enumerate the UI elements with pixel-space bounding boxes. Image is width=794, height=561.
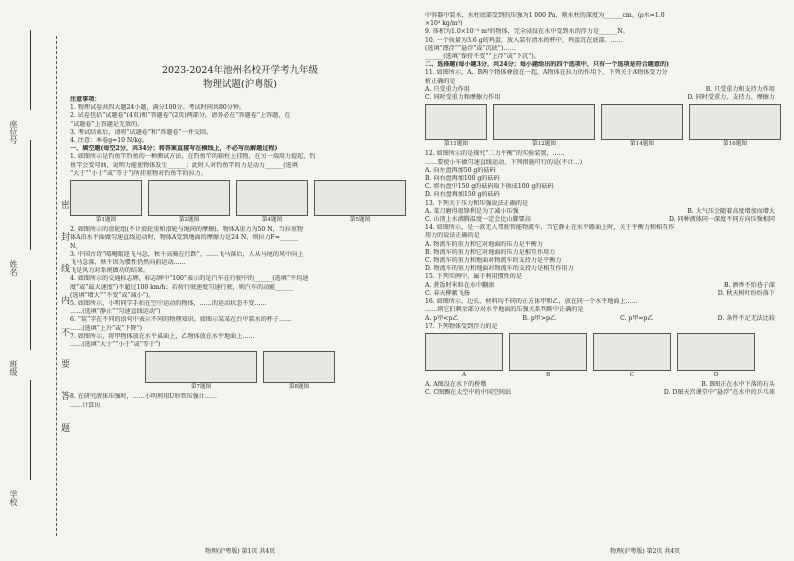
option: B. p甲>p乙 <box>522 314 556 322</box>
figure-caption: 第11题图 <box>444 141 468 148</box>
question-line: 10. 一个质量为3.6 g的鸡蛋，放入装有清水的杯中，鸡蛋沉在底部。…… <box>425 36 623 44</box>
note-line: 4. 注意：本卷g=10 N/kg。 <box>70 137 148 145</box>
figure-row-17 <box>425 333 785 379</box>
options-row <box>425 208 785 216</box>
class-label: 班级 <box>9 360 18 376</box>
figure-caption: 第16题图 <box>723 141 747 148</box>
figure-caption: 第5题图 <box>349 217 371 224</box>
figure-14-photo <box>601 104 683 140</box>
question-line: 中容器中装水，水柱底部受到的压强为1 000 Pa，则水柱的深度为______cm。(ρ水=1.0 <box>425 12 665 19</box>
binding-margin <box>8 30 52 550</box>
question-line: “大于”“小于”或“等于”)所挂重物对钓鱼竿的拉力。 <box>70 169 207 177</box>
options-row <box>425 282 785 290</box>
question-line: 7. 如图所示，将甲物体放在水平桌面上，乙物体放在水平地面上…… <box>70 332 255 340</box>
question-line: ……(选填“静止”“匀速直线运动”) <box>70 308 161 316</box>
figure-caption: 第1题图 <box>95 217 117 224</box>
question-line: 4. 如图所示的交通标志牌，标志牌中“100”表示的是汽车在行驶中的______(选填“平均速 <box>70 275 309 283</box>
question-line: 鱼竿会变弯曲，说明力能使物体发生______；此时人对钓鱼竿的力是动力______(选填 <box>70 161 298 169</box>
figure-17d-photo <box>677 333 755 371</box>
option: D. 物流车的重力和地面对物流车的支持力是相互作用力 <box>425 265 574 273</box>
question-line: 2. 如图所示的滑轮组(不计滑轮重和滑轮与绳间的摩擦)，物体A重力为50 N，当拉重物 <box>70 226 304 234</box>
figure-2-pulley <box>148 180 230 216</box>
figure-5-trajectory <box>314 180 406 216</box>
figure-caption: D <box>713 371 719 378</box>
question-line: ……则它们剩余部分对水平地面的压强关系判断中正确的是 <box>425 306 584 314</box>
option: B. 向右盘再加100 g的砝码 <box>425 175 500 183</box>
option: C. 将右盘中150 g的砝码取下换成100 g的砝码 <box>425 183 554 191</box>
note-line: 2. 试卷包括“试题卷”(4页)和“答题卷”(2页)两部分。请务必在“答题卷”上答题，在 <box>70 112 291 120</box>
option: A. 菜刀磨得很锋利是为了减小压强 <box>425 207 519 215</box>
page-footer-left: 物理(沪粤版) 第1页 共4页 <box>205 548 276 555</box>
question-line: 3. 中国古诗“晴飓眼迎飞马急，秋千高骑在行跌”。……飞马落后，人从马尾的风中向上 <box>70 250 304 258</box>
option: C. 物流车的重力和地面对物流车的支持力是平衡力 <box>425 257 562 265</box>
question-line: 11. 如图所示，A、B两个物体叠放在一起，A物体在拉力的作用下，下列关于A物体受力分 <box>425 69 668 77</box>
seat-label: 座位号 <box>9 120 18 144</box>
question-line: N。 <box>70 242 82 250</box>
question-line: 1. 如图所示是钓鱼竿钓鱼的一种测试方法，在钓鱼竿的箱柱上挂物，在另一端用力提起，钓 <box>70 153 316 161</box>
question-line: 15. 下列实例中，属于利用惯性的是 <box>425 273 522 281</box>
page-footer-right: 物理(沪粤版) 第2页 共4页 <box>610 548 681 555</box>
options-row <box>425 86 785 94</box>
option: C. C图飘在太空中的中国空间站 <box>425 389 512 397</box>
option: D. D图天宫课堂中“悬浮”在水中的乒乓球 <box>663 389 775 397</box>
options-row <box>425 290 785 298</box>
options-row <box>425 315 785 323</box>
right-column <box>425 12 785 398</box>
question-line: ×10³ kg/m³) <box>425 20 463 28</box>
figure-row-1 <box>70 180 410 224</box>
section-1-heading: 一、填空题(每空2分，共34分；将答案直接写在横线上，不必写出解题过程) <box>70 145 278 153</box>
figure-caption: 第12题图 <box>532 141 556 148</box>
section-2-heading: 二、选择题(每小题3分，共24分；每小题给出的四个选项中，只有一个选项是符合题意的) <box>425 61 669 69</box>
figure-4-sign <box>236 180 308 216</box>
seal-line-text: 密 封 线 内 不 要 答 题 <box>59 200 69 443</box>
option: A. 向左盘再加50 g的砝码 <box>425 166 496 174</box>
question-line: 6. “装”字在不同的语句中表示不同的物理知识。如图示某某在台中装水的杯子…… <box>70 316 292 324</box>
question-line: 析正确的是 <box>425 77 456 85</box>
question-line: 9. 体积为1.0×10⁻³ m³的物体，完全浸没在水中受到水的浮力是______N。 <box>425 28 629 36</box>
figure-17a-photo <box>425 333 503 371</box>
exam-subtitle: 物理试题(沪粤版) <box>203 79 277 90</box>
question-line: ……(选填“大于”“小于”或“等于”) <box>70 341 161 349</box>
figure-12 <box>493 104 595 140</box>
question-line: ______(选填“保持不变”“上浮”或“下沉”)。 <box>425 53 540 61</box>
option: B. 大气压会随着高度增加而增大 <box>687 207 775 215</box>
question-line: 16. 如图所示，边长、材料均不同的正方体甲和乙，放在同一个水平地面上…… <box>425 298 638 306</box>
option: A. 物流车的重力和它对地面的压力是平衡力 <box>425 240 543 248</box>
option: D. 同种液体同一深度不同方向压强相同 <box>668 216 775 224</box>
option: A. p甲<p乙 <box>425 314 459 322</box>
option: A. 煮饭时米粒在水中翻滚 <box>425 281 495 289</box>
figure-16 <box>689 104 781 140</box>
figure-caption: 第7题图 <box>190 384 212 391</box>
question-line: 8. 在研究液体压强时，……小明利用U形管压强计…… <box>70 393 217 401</box>
note-line: “试题卷”上答题是无效的。 <box>70 120 144 128</box>
left-column <box>70 12 410 410</box>
question-line: 17. 下列物体受到浮力的是 <box>425 322 498 330</box>
figure-caption: A <box>461 371 467 378</box>
option: B. 只受重力和支持力作用 <box>705 85 775 93</box>
figure-8-container <box>263 351 335 383</box>
figure-caption: 第14题图 <box>630 141 654 148</box>
option: A. A图没在水下的桥墩 <box>425 381 487 389</box>
question-line: 5. 如图所示，小明同学手拍在空中运动的物体，……的运动状态不变…… <box>70 300 267 308</box>
figure-caption: 第4题图 <box>261 217 283 224</box>
option: A. 只受重力作用 <box>425 85 470 93</box>
question-line: 14. 如图所示，是一款无人驾驶智能物流车，当它静止在水平路面上时，关于平衡力和相互作 <box>425 224 675 232</box>
question-line: (选填“增大”“不变”或“减小”)。 <box>70 291 155 299</box>
figure-17b-photo <box>509 333 587 371</box>
option: C. 同时受重力和摩擦力作用 <box>425 94 501 102</box>
question-line: 13. 下列关于压力和压强说法正确的是 <box>425 199 529 207</box>
figure-caption: 第8题图 <box>288 384 310 391</box>
figure-row-2 <box>70 351 410 391</box>
question-line: 飞马急落，秋千因为惯性仍然向前运动…… <box>70 259 186 267</box>
options-row <box>425 94 785 102</box>
school-label: 学校 <box>9 490 18 506</box>
option: C. 春天柳絮飞扬 <box>425 289 470 297</box>
figure-caption: C <box>629 371 635 378</box>
note-line: 1. 物理试卷共四大题24小题，满分100分。考试时间共80分钟。 <box>70 104 246 112</box>
name-label: 姓名 <box>9 260 18 276</box>
figure-caption: 第2题图 <box>178 217 200 224</box>
option: D. 同时受重力、支持力、摩擦力 <box>687 94 775 102</box>
note-line: 3. 考试结束后，请将“试题卷”和“答题卷”一并交回。 <box>70 128 213 136</box>
figure-17c-photo <box>593 333 671 371</box>
options-row <box>425 389 785 397</box>
option: C. 山顶上水沸腾温度一定会比山脚要高 <box>425 216 531 224</box>
notes-heading: 注意事项： <box>70 96 101 103</box>
question-line: 飞是风力对系统做功的结果。 <box>70 267 150 275</box>
question-line: 体A沿水平面做匀速直线运动时，物体A受到地面的摩擦力是24 N，则拉力F=______ <box>70 234 299 242</box>
figure-7-blocks <box>145 351 257 383</box>
figure-1-photo <box>70 180 142 216</box>
question-line: (选填“漂浮”“悬浮”或“沉底”)…… <box>425 44 516 52</box>
option: D. 向右盘再加150 g的砝码 <box>425 191 500 199</box>
question-line: ……要使小车做匀速直线运动，下列措施可行的是(不计…) <box>425 158 583 166</box>
option: B. 物流车的重力和它对地面的压力是相互作用力 <box>425 248 556 256</box>
option: C. p甲=p乙 <box>620 314 654 322</box>
question-line: 用力的说法正确的是 <box>425 232 480 240</box>
figure-11 <box>425 104 487 140</box>
figure-row-3 <box>425 104 785 148</box>
question-line: ……(选填“上升”或“下降”) <box>70 324 143 332</box>
option: D. 秋天树叶纷纷落下 <box>717 289 775 297</box>
question-line: 12. 如图所示的是探究“二力平衡”的实验装置，…… <box>425 150 565 158</box>
exam-title: 2023-2024年池州名校开学考九年级 <box>161 65 319 76</box>
question-line: ……计算出 <box>70 401 101 409</box>
option: B. B图正在水中下落的石头 <box>701 381 775 389</box>
figure-caption: B <box>545 371 551 378</box>
option: B. 洒香不怕巷子深 <box>723 281 775 289</box>
option: D. 条件不足无法比较 <box>717 314 775 322</box>
question-line: 度”或“最大速度”)不超过100 km/h；若按行驶速度匀速行驶，则汽车的动能______ <box>70 283 294 291</box>
options-row <box>425 216 785 224</box>
